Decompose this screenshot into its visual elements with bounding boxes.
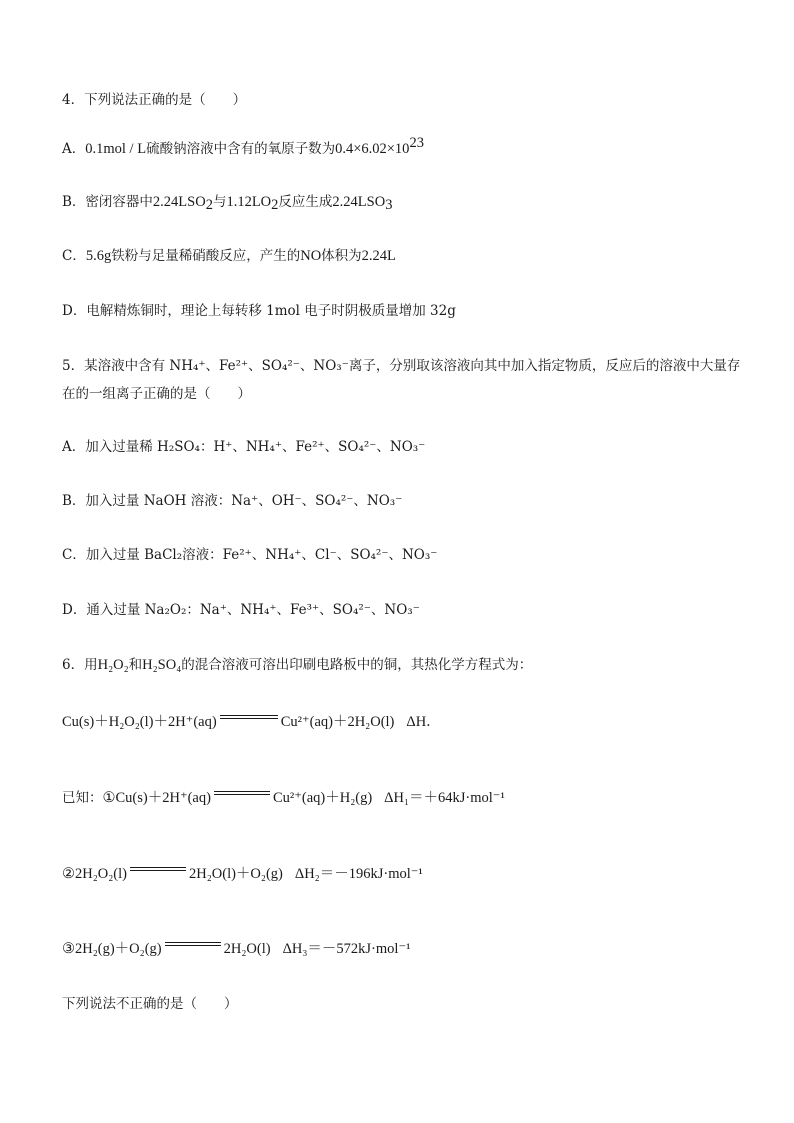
equals-sign-icon [165,935,221,953]
q4-option-d: D．电解精炼铜时，理论上每转移 1mol 电子时阴极质量增加 32g [62,303,456,319]
q5-option-d: D．通入过量 Na₂O₂：Na⁺、NH₄⁺、Fe³⁺、SO₄²⁻、NO₃⁻ [62,602,420,618]
q5-stem: 5．某溶液中含有 NH₄⁺、Fe²⁺、SO₄²⁻、NO₃⁻离子，分别取该溶液向其中加入指定物质，反应后的溶液中大量存在的一组离子正确的是（ ） [62,358,741,402]
q5-option-c: C．加入过量 BaCl₂溶液：Fe²⁺、NH₄⁺、Cl⁻、SO₄²⁻、NO₃⁻ [62,547,438,563]
q6-main-equation: Cu(s)＋H₂O₂(l)＋2H⁺(aq) Cu²⁺(aq)＋2H₂O(l) ΔH． [62,708,441,731]
q4-option-b: B．密闭容器中$2.24LSO_2$与$1.12LO_2$反应生成$2.24LSO_3$ [62,194,393,213]
q6-given-eq1: 已知：①Cu(s)＋2H⁺(aq) Cu²⁺(aq)＋H₂(g) ΔH₁＝＋64kJ·mol⁻¹ [62,784,505,807]
q6-question: 下列说法不正确的是（ ） [62,996,238,1012]
q6-given-eq3: ③2H₂(g)＋O₂(g) 2H₂O(l) ΔH₃＝－572kJ·mol⁻¹ [62,935,410,958]
q5-option-b: B．加入过量 NaOH 溶液：Na⁺、OH⁻、SO₄²⁻、NO₃⁻ [62,493,403,509]
q6-given-eq2: ②2H₂O₂(l) 2H₂O(l)＋O₂(g) ΔH₂＝－196kJ·mol⁻¹ [62,860,423,883]
q6-stem: 6．用H₂O₂和H₂SO₄的混合溶液可溶出印刷电路板中的铜，其热化学方程式为： [62,657,533,673]
equals-sign-icon [214,784,270,802]
q4-option-a: A．0.1mol / L硫酸钠溶液中含有的氧原子数为$0.4\times 6.02\times 10^{23}$ [62,135,424,157]
equals-sign-icon [220,708,278,726]
q4-stem: 4．下列说法正确的是（ ） [62,92,247,108]
q5-option-a: A．加入过量稀 H₂SO₄：H⁺、NH₄⁺、Fe²⁺、SO₄²⁻、NO₃⁻ [62,439,426,455]
q4-option-c: C．5.6g铁粉与足量稀硝酸反应，产生的NO体积为2.24L [62,248,396,264]
equals-sign-icon [130,860,186,878]
